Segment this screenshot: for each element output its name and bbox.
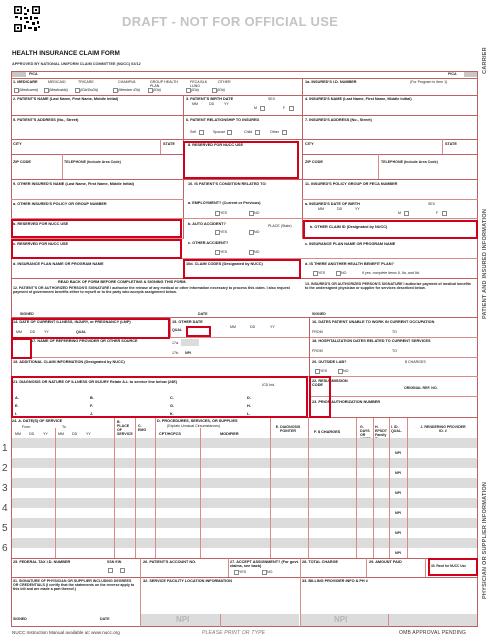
divider xyxy=(300,558,301,577)
highlight-box11b xyxy=(303,220,478,239)
box24-cpt: CPT/HCPCS xyxy=(159,432,181,436)
box17a-shade xyxy=(181,339,199,346)
divider xyxy=(200,428,201,558)
divider xyxy=(11,179,478,180)
box33-label: 33. BILLING PROVIDER INFO & PH # xyxy=(302,579,368,583)
divider xyxy=(11,95,478,96)
box11-label: 11. INSURED'S POLICY GROUP OR FECA NUMBER xyxy=(305,182,398,186)
box11c-label: c. INSURANCE PLAN NAME OR PROGRAM NAME xyxy=(305,242,396,246)
read-back-notice: READ BACK OF FORM BEFORE COMPLETING & SIGNING THIS FORM. xyxy=(58,280,187,284)
box17a-label: 17a. xyxy=(172,341,179,345)
box11a-yy: YY xyxy=(355,207,360,211)
footer-right: OMB APPROVAL PENDING xyxy=(399,630,467,636)
highlight-box8 xyxy=(183,141,299,179)
box11b-label: b. OTHER CLAIM ID (Designated by NUCC) xyxy=(310,225,388,229)
box6-other: Other xyxy=(270,130,279,134)
footer-center: PLEASE PRINT OR TYPE xyxy=(202,630,266,636)
highlight-box10d xyxy=(183,259,301,279)
divider xyxy=(55,428,56,558)
divider xyxy=(62,154,63,179)
box24f-label: F. $ CHARGES xyxy=(314,430,341,434)
box18-from: FROM xyxy=(312,349,323,353)
box24h-label: H. EPSDT Family xyxy=(375,425,387,437)
box9a-label: a. OTHER INSURED'S POLICY OR GROUP NUMBER xyxy=(13,202,107,206)
child-checkbox[interactable] xyxy=(255,130,260,135)
diag-j: J. xyxy=(90,412,94,416)
box1-champva-sub: (Member ID#) xyxy=(118,88,141,92)
zip-label: ZIP CODE xyxy=(13,160,31,164)
box21-label: 21. DIAGNOSIS OR NATURE OF ILLNESS OR INJURY Relate A-L to service line below (24E) xyxy=(13,380,178,384)
divider xyxy=(11,558,478,559)
box24g-label: G. DAYS OR xyxy=(360,425,370,437)
box10a-label: a. EMPLOYMENT? (Current or Previous) xyxy=(188,201,261,205)
box9d-label: d. INSURANCE PLAN NAME OR PROGRAM NAME xyxy=(13,262,104,266)
box1-label: 1. MEDICARE xyxy=(13,80,38,84)
box1-tricare-sub: (ID#/DoD#) xyxy=(80,88,99,92)
other-rel-checkbox[interactable] xyxy=(282,130,287,135)
box1-medicaid: MEDICAID xyxy=(48,80,66,84)
ssn-ein: SSN EIN xyxy=(107,560,122,564)
box3-label: 3. PATIENT'S BIRTH DATE xyxy=(186,97,234,101)
box2-label: 2. PATIENT'S NAME (Last Name, First Name, Middle Initial) xyxy=(13,97,119,101)
box13-text: 13. INSURED'S OR AUTHORIZED PERSON'S SIGNATURE I authorize payment of medical benefits to the undersigned physician or supplier for services described below. xyxy=(305,282,471,290)
box15-qual: QUAL xyxy=(172,328,183,332)
box10c-label: c. OTHER ACCIDENT? xyxy=(188,241,229,245)
row-number: 6 xyxy=(2,543,8,554)
box32-label: 32. SERVICE FACILITY LOCATION INFORMATION xyxy=(143,579,232,583)
box15-label: 15. OTHER DATE xyxy=(172,320,203,324)
qr-code xyxy=(14,6,40,32)
divider xyxy=(11,78,478,79)
divider xyxy=(442,139,443,154)
box11d-no: NO xyxy=(341,271,347,275)
box20-yes: YES xyxy=(320,369,328,373)
divider xyxy=(160,139,161,154)
divider xyxy=(11,199,184,200)
carrier-label: CARRIER xyxy=(482,47,488,74)
box14-qual: QUAL xyxy=(76,330,87,334)
box24-dd1: DD xyxy=(29,432,35,436)
box1-feca: FECA BLK LUNG xyxy=(190,80,208,88)
telephone-label-right: TELEPHONE (Include Area Code) xyxy=(381,160,438,164)
divider xyxy=(366,558,367,577)
box10b-no: NO xyxy=(254,230,260,234)
divider xyxy=(170,317,171,337)
box6-child: Child xyxy=(244,130,253,134)
box3-sex: SEX xyxy=(268,97,276,101)
box24d-label: D. PROCEDURES, SERVICES, OR SUPPLIES xyxy=(157,419,238,423)
box1-group: GROUP HEALTH PLAN xyxy=(150,80,179,88)
divider xyxy=(302,199,478,200)
row-number: 3 xyxy=(2,483,8,494)
self-checkbox[interactable] xyxy=(199,130,204,135)
divider xyxy=(302,154,478,155)
diag-c: C. xyxy=(170,396,174,400)
box10b-yes: YES xyxy=(220,230,228,234)
box24-yy1: YY xyxy=(43,432,48,436)
divider xyxy=(11,357,478,358)
box24-mm2: MM xyxy=(58,432,64,436)
highlight-box14 xyxy=(11,318,170,339)
divider xyxy=(373,418,374,558)
box27-label: 27. ACCEPT ASSIGNMENT? (For govt. claims, see back) xyxy=(230,560,299,568)
npi-label-6: NPI xyxy=(395,551,401,555)
box24j-label: J. RENDERING PROVIDER ID. # xyxy=(420,425,466,433)
box1-tricare: TRICARE xyxy=(78,80,94,84)
box24i-label: I. ID. QUAL. xyxy=(391,425,403,433)
box4-label: 4. INSURED'S NAME (Last Name, First Name, Middle Initial) xyxy=(305,97,412,101)
box24-mm1: MM xyxy=(15,432,21,436)
box1-group-sub: (ID#) xyxy=(153,88,161,92)
divider xyxy=(407,418,408,558)
box25-label: 25. FEDERAL TAX I.D. NUMBER xyxy=(13,560,71,564)
divider xyxy=(356,418,357,558)
box9c-label: c. RESERVED FOR NUCC USE xyxy=(13,242,68,246)
diag-b: B. xyxy=(90,396,94,400)
divider xyxy=(11,154,184,155)
box10b-label: b. AUTO ACCIDENT? xyxy=(188,222,226,226)
box10b-place: PLACE (State) xyxy=(268,224,292,228)
box3-m: M xyxy=(254,106,257,110)
box23-label: 23. PRIOR AUTHORIZATION NUMBER xyxy=(312,400,381,404)
box10c-no: NO xyxy=(254,250,260,254)
pica-left: PICA xyxy=(29,72,38,76)
box11a-f: F xyxy=(436,211,439,215)
box3-yy: YY xyxy=(224,102,229,106)
row-number: 1 xyxy=(2,443,8,454)
ein-checkbox[interactable] xyxy=(120,568,125,573)
box1-other: OTHER xyxy=(218,80,231,84)
box3-dd: DD xyxy=(209,102,215,106)
ssn-checkbox[interactable] xyxy=(108,568,113,573)
diag-g: G. xyxy=(170,404,175,408)
highlight-box21 xyxy=(11,376,308,418)
divider xyxy=(228,558,229,577)
box16-from: FROM xyxy=(312,330,323,334)
box16-label: 16. DATES PATIENT UNABLE TO WORK IN CURRENT OCCUPATION xyxy=(312,320,435,324)
box14-yy: YY xyxy=(44,330,49,334)
divider xyxy=(135,418,136,558)
divider xyxy=(11,577,478,578)
row-number: 4 xyxy=(2,503,8,514)
box17-label: 17. NAME OF REFERRING PROVIDER OR OTHER SOURCE xyxy=(31,339,138,343)
box32a-npi: NPI xyxy=(176,615,190,624)
box1-medicaid-sub: (Medicaid#) xyxy=(49,88,68,92)
divider xyxy=(302,78,303,238)
box24-yy2: YY xyxy=(86,432,91,436)
box18-to: TO xyxy=(392,349,397,353)
diag-k: K. xyxy=(170,412,174,416)
highlight-box9c xyxy=(11,239,182,259)
divider xyxy=(388,614,389,627)
box1a-note: (For Program in Item 1) xyxy=(410,80,448,84)
box3-f: F xyxy=(283,106,286,110)
diag-a: A. xyxy=(15,396,19,400)
box24a-label: 24. A. DATE(S) OF SERVICE xyxy=(12,419,63,423)
box28-label: 28. TOTAL CHARGE xyxy=(302,560,339,564)
highlight-box15-qual xyxy=(186,326,211,337)
box20-charges: $ CHARGES xyxy=(405,360,426,364)
box11a-label: a. INSURED'S DATE OF BIRTH xyxy=(305,202,360,206)
box11d-yes: YES xyxy=(318,271,326,275)
box3-mm: MM xyxy=(192,102,198,106)
npi-label-4: NPI xyxy=(395,511,401,515)
pica-bar-left xyxy=(12,72,26,77)
box12-signed: SIGNED xyxy=(20,312,34,316)
box24-from: From xyxy=(22,425,31,429)
divider xyxy=(389,418,390,558)
box24e-label: E. DIAGNOSIS POINTER xyxy=(275,425,301,433)
box12-text: 12. PATIENT'S OR AUTHORIZED PERSON'S SIGNATURE I authorize the release of any medical or other information necessary to process this claim. I also request payment of government benefits either to myself or to the party who accepts assignment below. xyxy=(13,286,290,294)
box26-label: 26. PATIENT'S ACCOUNT NO. xyxy=(143,560,197,564)
box15-yy: YY xyxy=(270,325,275,329)
state-label: STATE xyxy=(163,142,175,146)
box6-spouse: Spouse xyxy=(213,130,226,134)
box10-label: 10. IS PATIENT'S CONDITION RELATED TO: xyxy=(188,182,267,186)
box17b-label: 17b. xyxy=(172,351,179,355)
divider xyxy=(270,418,271,558)
diag-f: F. xyxy=(90,404,93,408)
row-number: 5 xyxy=(2,523,8,534)
box27-yes: YES xyxy=(239,570,247,574)
box11d-note: If yes, complete items 9, 9a, and 9d. xyxy=(362,271,420,275)
box11a-sex: SEX xyxy=(428,202,436,206)
box1-champva: CHAMPVA xyxy=(118,80,136,84)
box9b-label: b. RESERVED FOR NUCC USE xyxy=(13,222,69,226)
box6-self: Self xyxy=(190,130,197,134)
divider xyxy=(309,396,478,397)
npi-label-3: NPI xyxy=(395,491,401,495)
box11d-label: d. IS THERE ANOTHER HEALTH BENEFIT PLAN? xyxy=(305,262,394,266)
box19-label: 19. ADDITIONAL CLAIM INFORMATION (Designated by NUCC) xyxy=(13,360,125,364)
box22-label: 22. RESUBMISSION CODE xyxy=(312,379,348,387)
box20-no: NO xyxy=(343,369,349,373)
divider xyxy=(220,614,221,627)
highlight-box22 xyxy=(309,376,331,418)
divider xyxy=(114,418,115,558)
watermark: DRAFT - NOT FOR OFFICIAL USE xyxy=(122,14,339,29)
box20-label: 20. OUTSIDE LAB? xyxy=(312,360,347,364)
box12-date: DATE xyxy=(198,312,208,316)
box1-medicare-sub: (Medicare#) xyxy=(19,88,39,92)
box14-dd: DD xyxy=(30,330,36,334)
divider xyxy=(11,115,478,116)
npi-label-5: NPI xyxy=(395,531,401,535)
box11a-mm: MM xyxy=(318,207,324,211)
zip-label-right: ZIP CODE xyxy=(305,160,323,164)
diag-i: I. xyxy=(15,412,18,416)
box30-label: 30. Rsvd for NUCC Use xyxy=(431,564,467,568)
box13-signed: SIGNED xyxy=(312,312,326,316)
box33a-npi: NPI xyxy=(334,615,348,624)
npi-label-2: NPI xyxy=(395,471,401,475)
box10a-yes: YES xyxy=(220,211,228,215)
highlight-box30 xyxy=(428,558,478,576)
diag-l: L. xyxy=(247,412,251,416)
box17b-npi: NPI xyxy=(185,351,191,355)
box3-m-checkbox[interactable] xyxy=(260,106,265,111)
box14-mm: MM xyxy=(16,330,22,334)
box6-label: 6. PATIENT RELATIONSHIP TO INSURED xyxy=(186,118,260,122)
box15-mm: MM xyxy=(230,325,236,329)
physician-section-label: PHYSICIAN OR SUPPLIER INFORMATION xyxy=(482,481,488,599)
box1-other-sub: (ID#) xyxy=(217,88,225,92)
box3-f-checkbox[interactable] xyxy=(289,106,294,111)
box10a-no: NO xyxy=(254,211,260,215)
form-title: HEALTH INSURANCE CLAIM FORM xyxy=(12,50,120,57)
city-label-right: CITY xyxy=(305,142,314,146)
box10d-label: 10d. CLAIM CODES (Designated by NUCC) xyxy=(186,262,263,266)
box16-to: TO xyxy=(392,330,397,334)
highlight-box17-qual xyxy=(11,338,32,359)
box7-label: 7. INSURED'S ADDRESS (No., Street) xyxy=(305,118,372,122)
telephone-label: TELEPHONE (Include Area Code) xyxy=(64,160,121,164)
highlight-box9b xyxy=(11,219,182,238)
form-subtitle: APPROVED BY NATIONAL UNIFORM CLAIM COMMITTEE (NUCC) 02/12 xyxy=(12,62,141,66)
pica-bar-right xyxy=(464,72,477,77)
box18-label: 18. HOSPITALIZATION DATES RELATED TO CURRENT SERVICES xyxy=(312,339,431,343)
box24-modifier: MODIFIER xyxy=(220,432,239,436)
box29-label: 29. AMOUNT PAID xyxy=(369,560,402,564)
spouse-checkbox[interactable] xyxy=(227,130,232,135)
city-label: CITY xyxy=(13,142,22,146)
box27-no: NO xyxy=(267,570,273,574)
box1-feca-sub: (ID#) xyxy=(191,88,199,92)
box15-dd: DD xyxy=(250,325,256,329)
npi-label-1: NPI xyxy=(395,451,401,455)
box9-label: 9. OTHER INSURED'S NAME (Last Name, First Name, Middle Initial) xyxy=(13,182,134,186)
box11a-f-checkbox[interactable] xyxy=(442,211,447,216)
patient-section-label: PATIENT AND INSURED INFORMATION xyxy=(482,208,488,319)
box22-orig: ORIGINAL REF. NO. xyxy=(404,386,438,390)
box1a-label: 1a. INSURED'S I.D. NUMBER xyxy=(305,80,357,84)
pica-right: PICA xyxy=(448,72,457,76)
divider xyxy=(11,139,478,140)
box11a-dd: DD xyxy=(337,207,343,211)
box31-date: DATE xyxy=(100,617,110,621)
diag-h: H. xyxy=(247,404,251,408)
box11a-m: M xyxy=(398,211,401,215)
footer-left: NUCC Instruction Manual available at: www.nucc.org xyxy=(12,630,120,635)
box24c-label: C. EMG xyxy=(138,424,147,432)
divider xyxy=(425,558,426,577)
diag-e: E. xyxy=(15,404,19,408)
box31-signed: SIGNED xyxy=(13,617,27,621)
box24d-sub: (Explain Unusual Circumstances) xyxy=(167,424,221,428)
box14-label: 14. DATE OF CURRENT ILLNESS, INJURY, or PREGNANCY (LMP) xyxy=(13,320,131,324)
box5-label: 5. PATIENT'S ADDRESS (No., Street) xyxy=(13,118,79,122)
row-number: 2 xyxy=(2,463,8,474)
divider xyxy=(155,418,156,558)
diag-d: D. xyxy=(247,396,251,400)
box8-label: 8. RESERVED FOR NUCC USE xyxy=(188,143,243,147)
box24-dd2: DD xyxy=(72,432,78,436)
divider xyxy=(308,418,309,558)
box24-to: To xyxy=(62,425,66,429)
divider xyxy=(378,154,379,179)
box11a-m-checkbox[interactable] xyxy=(404,211,409,216)
state-label-right: STATE xyxy=(445,142,457,146)
box24b-label: B. PLACE OF SERVICE xyxy=(117,420,133,436)
box10c-yes: YES xyxy=(220,250,228,254)
box31-text: 31. SIGNATURE OF PHYSICIAN OR SUPPLIER INCLUDING DEGREES OR CREDENTIALS (I certify that the statements on the reverse apply to this bill and are made a part thereof.) xyxy=(13,579,135,591)
divider xyxy=(140,558,141,577)
box33-shade xyxy=(301,614,477,626)
icd-ind: ICD Ind. xyxy=(262,383,276,387)
